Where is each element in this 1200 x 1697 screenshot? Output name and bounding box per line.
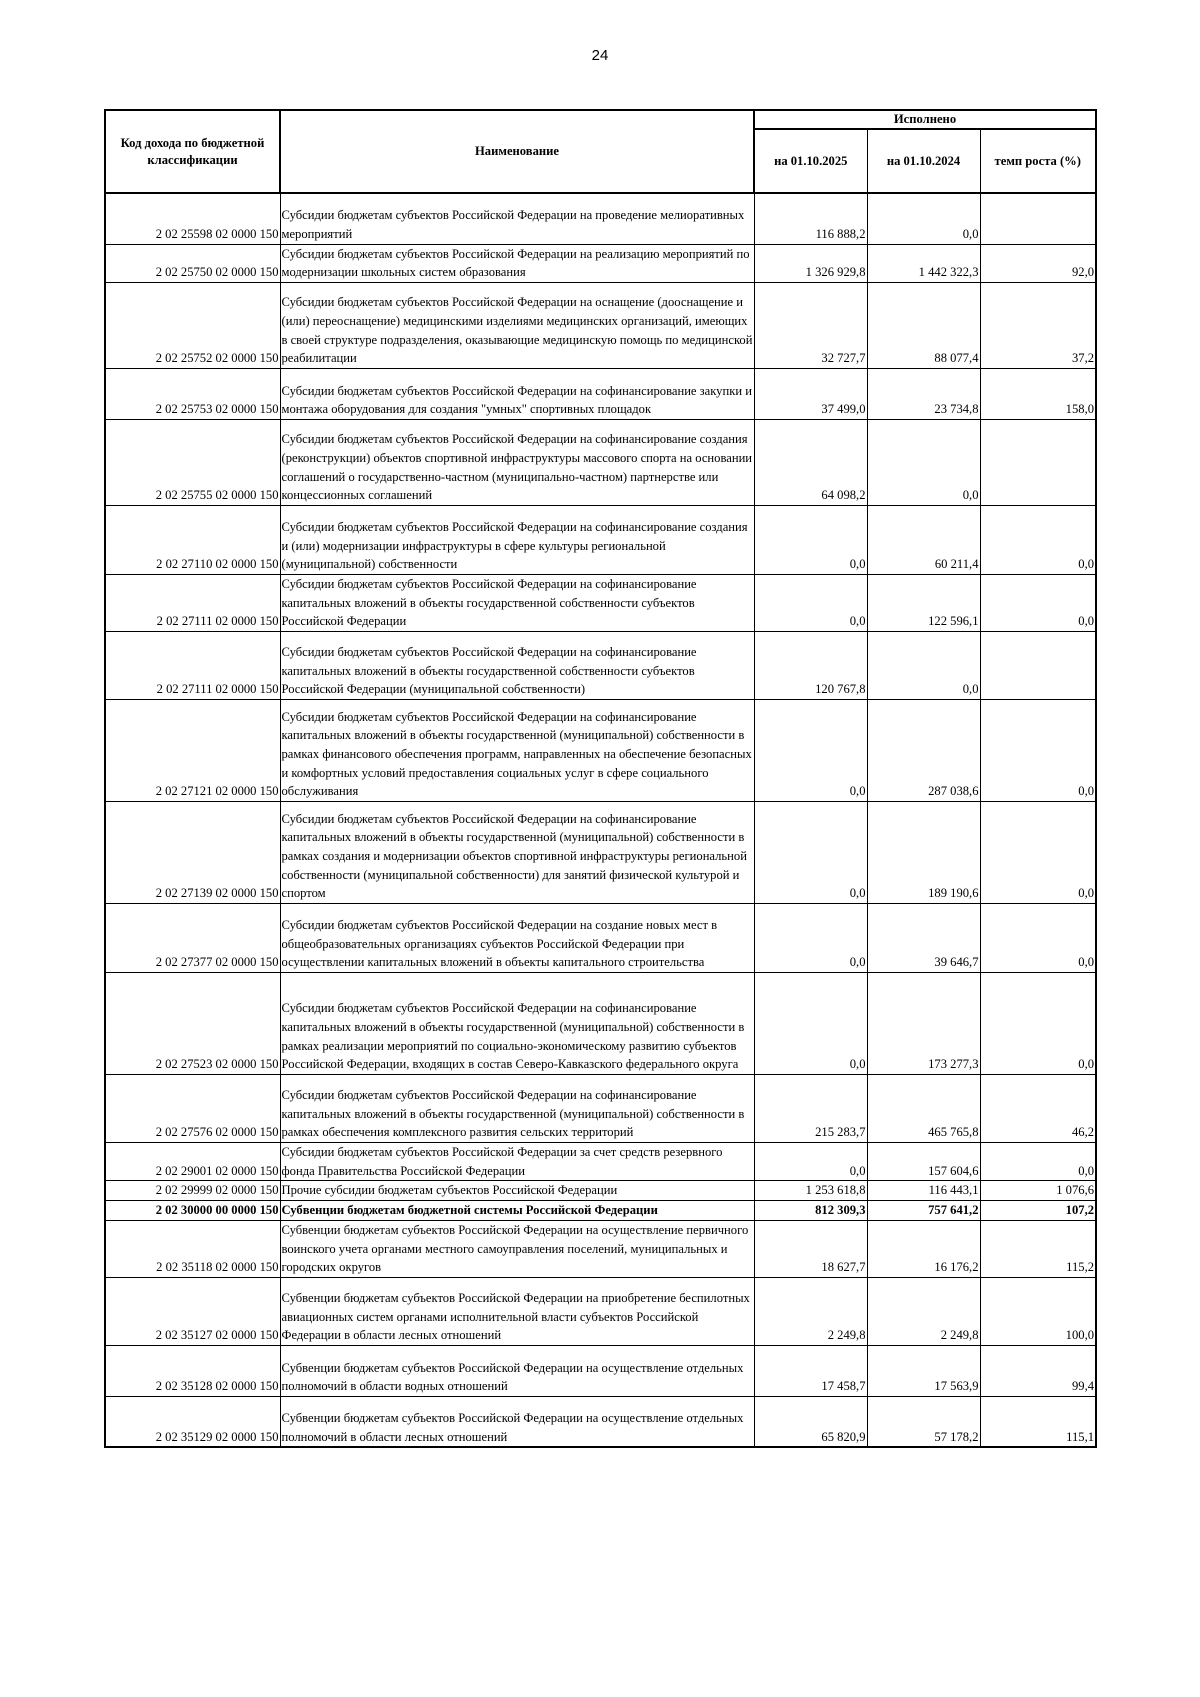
row-value-2025: 18 627,7	[754, 1220, 867, 1277]
table-row	[105, 1181, 1096, 1201]
header-growth: темп роста (%)	[980, 129, 1096, 193]
row-name: Субсидии бюджетам субъектов Российской Федерации на проведение мелиоративных мероприятий	[280, 193, 754, 244]
row-value-2024: 2 249,8	[867, 1277, 980, 1345]
row-value-2025: 32 727,7	[754, 282, 867, 368]
row-code: 2 02 27111 02 0000 150	[105, 574, 280, 631]
table-row	[105, 244, 1096, 282]
row-value-2025: 0,0	[754, 973, 867, 1075]
table-row	[105, 1277, 1096, 1345]
table-row	[105, 632, 1096, 700]
row-value-2024: 122 596,1	[867, 574, 980, 631]
row-growth: 0,0	[980, 802, 1096, 904]
table-row	[105, 193, 1096, 244]
row-name: Прочие субсидии бюджетам субъектов Российской Федерации	[280, 1181, 754, 1201]
row-value-2025: 812 309,3	[754, 1201, 867, 1221]
row-growth: 115,2	[980, 1220, 1096, 1277]
row-value-2025: 0,0	[754, 574, 867, 631]
row-value-2025: 0,0	[754, 1143, 867, 1181]
row-value-2024: 23 734,8	[867, 368, 980, 419]
row-name: Субвенции бюджетам субъектов Российской Федерации на осуществление отдельных полномочий в области лесных отношений	[280, 1396, 754, 1447]
row-value-2024: 16 176,2	[867, 1220, 980, 1277]
row-name: Субсидии бюджетам субъектов Российской Федерации на софинансирование создания (реконструкции) объектов спортивной инфраструктуры массового спорта на основании соглашений о государственно-частном (муниципально-частном) партнерстве или концессионных соглашений	[280, 419, 754, 505]
row-value-2024: 39 646,7	[867, 904, 980, 973]
table-row	[105, 282, 1096, 368]
row-value-2025: 116 888,2	[754, 193, 867, 244]
row-growth: 37,2	[980, 282, 1096, 368]
row-value-2024: 189 190,6	[867, 802, 980, 904]
row-code: 2 02 27139 02 0000 150	[105, 802, 280, 904]
page-number: 24	[591, 47, 609, 64]
row-code: 2 02 25753 02 0000 150	[105, 368, 280, 419]
row-code: 2 02 25755 02 0000 150	[105, 419, 280, 505]
row-value-2025: 0,0	[754, 904, 867, 973]
row-value-2024: 0,0	[867, 632, 980, 700]
row-code: 2 02 30000 00 0000 150	[105, 1201, 280, 1221]
row-growth: 0,0	[980, 904, 1096, 973]
row-growth	[980, 632, 1096, 700]
row-growth: 0,0	[980, 574, 1096, 631]
row-name: Субсидии бюджетам субъектов Российской Федерации на софинансирование создания и (или) модернизации инфраструктуры в сфере культуры региональной (муниципальной) собственности	[280, 505, 754, 574]
row-code: 2 02 25598 02 0000 150	[105, 193, 280, 244]
row-name: Субвенции бюджетам субъектов Российской Федерации на приобретение беспилотных авиационных систем органами исполнительной власти субъектов Российской Федерации в области лесных отношений	[280, 1277, 754, 1345]
row-growth: 100,0	[980, 1277, 1096, 1345]
row-name: Субсидии бюджетам субъектов Российской Федерации на реализацию мероприятий по модернизации школьных систем образования	[280, 244, 754, 282]
row-value-2025: 37 499,0	[754, 368, 867, 419]
row-value-2024: 17 563,9	[867, 1345, 980, 1396]
row-value-2025: 120 767,8	[754, 632, 867, 700]
row-growth: 0,0	[980, 973, 1096, 1075]
row-value-2024: 60 211,4	[867, 505, 980, 574]
row-value-2024: 465 765,8	[867, 1075, 980, 1143]
table-row	[105, 1201, 1096, 1221]
row-growth	[980, 193, 1096, 244]
row-value-2024: 157 604,6	[867, 1143, 980, 1181]
row-name: Субсидии бюджетам субъектов Российской Федерации на софинансирование капитальных вложений в объекты государственной собственности субъектов Российской Федерации	[280, 574, 754, 631]
row-name: Субсидии бюджетам субъектов Российской Федерации на софинансирование закупки и монтажа оборудования для создания "умных" спортивных площадок	[280, 368, 754, 419]
row-code: 2 02 27121 02 0000 150	[105, 700, 280, 802]
row-name: Субсидии бюджетам субъектов Российской Федерации на софинансирование капитальных вложений в объекты государственной собственности субъектов Российской Федерации (муниципальной собственности)	[280, 632, 754, 700]
row-growth: 0,0	[980, 700, 1096, 802]
row-value-2025: 64 098,2	[754, 419, 867, 505]
row-value-2025: 215 283,7	[754, 1075, 867, 1143]
header-2024: на 01.10.2024	[867, 129, 980, 193]
row-growth: 46,2	[980, 1075, 1096, 1143]
row-code: 2 02 29999 02 0000 150	[105, 1181, 280, 1201]
row-value-2024: 1 442 322,3	[867, 244, 980, 282]
row-code: 2 02 29001 02 0000 150	[105, 1143, 280, 1181]
row-value-2025: 17 458,7	[754, 1345, 867, 1396]
table-row	[105, 1075, 1096, 1143]
row-code: 2 02 27576 02 0000 150	[105, 1075, 280, 1143]
row-code: 2 02 27523 02 0000 150	[105, 973, 280, 1075]
row-value-2025: 1 253 618,8	[754, 1181, 867, 1201]
row-value-2024: 0,0	[867, 193, 980, 244]
row-name: Субсидии бюджетам субъектов Российской Федерации на софинансирование капитальных вложений в объекты государственной (муниципальной) собственности в рамках реализации мероприятий по социально-экономическому развитию субъектов Российской Федерации, входящих в состав Северо-Кавказского федерального округа	[280, 973, 754, 1075]
header-2025: на 01.10.2025	[754, 129, 867, 193]
table-row	[105, 904, 1096, 973]
row-code: 2 02 27110 02 0000 150	[105, 505, 280, 574]
row-growth: 107,2	[980, 1201, 1096, 1221]
row-value-2025: 2 249,8	[754, 1277, 867, 1345]
table-row	[105, 1143, 1096, 1181]
row-code: 2 02 35127 02 0000 150	[105, 1277, 280, 1345]
row-value-2025: 0,0	[754, 505, 867, 574]
row-name: Субсидии бюджетам субъектов Российской Федерации за счет средств резервного фонда Правительства Российской Федерации	[280, 1143, 754, 1181]
row-growth: 158,0	[980, 368, 1096, 419]
row-growth: 115,1	[980, 1396, 1096, 1447]
row-growth: 0,0	[980, 1143, 1096, 1181]
row-name: Субсидии бюджетам субъектов Российской Федерации на оснащение (дооснащение и (или) переоснащение) медицинскими изделиями медицинских организаций, имеющих в своей структуре подразделения, оказывающие медицинскую помощь по медицинской реабилитации	[280, 282, 754, 368]
row-value-2024: 287 038,6	[867, 700, 980, 802]
row-value-2024: 0,0	[867, 419, 980, 505]
row-code: 2 02 35128 02 0000 150	[105, 1345, 280, 1396]
row-value-2024: 173 277,3	[867, 973, 980, 1075]
row-growth: 0,0	[980, 505, 1096, 574]
revenue-table	[104, 109, 1097, 1448]
row-name: Субсидии бюджетам субъектов Российской Федерации на софинансирование капитальных вложений в объекты государственной (муниципальной) собственности в рамках создания и модернизации объектов спортивной инфраструктуры региональной собственности (муниципальной собственности) для занятий физической культурой и спортом	[280, 802, 754, 904]
row-code: 2 02 27377 02 0000 150	[105, 904, 280, 973]
row-code: 2 02 27111 02 0000 150	[105, 632, 280, 700]
row-value-2025: 0,0	[754, 802, 867, 904]
header-executed: Исполнено	[754, 110, 1096, 129]
table-row	[105, 973, 1096, 1075]
row-name: Субсидии бюджетам субъектов Российской Федерации на софинансирование капитальных вложений в объекты государственной (муниципальной) собственности в рамках финансового обеспечения программ, направленных на обеспечение безопасных и комфортных условий предоставления социальных услуг в сфере социального обслуживания	[280, 700, 754, 802]
row-value-2024: 88 077,4	[867, 282, 980, 368]
row-value-2025: 65 820,9	[754, 1396, 867, 1447]
row-growth: 99,4	[980, 1345, 1096, 1396]
row-name: Субсидии бюджетам субъектов Российской Федерации на софинансирование капитальных вложений в объекты государственной (муниципальной) собственности в рамках обеспечения комплексного развития сельских территорий	[280, 1075, 754, 1143]
row-value-2024: 116 443,1	[867, 1181, 980, 1201]
table-row	[105, 574, 1096, 631]
row-code: 2 02 35118 02 0000 150	[105, 1220, 280, 1277]
table-row	[105, 419, 1096, 505]
row-name: Субвенции бюджетам бюджетной системы Российской Федерации	[280, 1201, 754, 1221]
table-row	[105, 368, 1096, 419]
row-value-2025: 0,0	[754, 700, 867, 802]
row-growth: 1 076,6	[980, 1181, 1096, 1201]
table-row	[105, 505, 1096, 574]
header-code: Код дохода по бюджетной классификации	[105, 110, 280, 193]
header-name: Наименование	[280, 110, 754, 193]
row-code: 2 02 25752 02 0000 150	[105, 282, 280, 368]
table-header	[105, 110, 1096, 193]
row-name: Субвенции бюджетам субъектов Российской Федерации на осуществление отдельных полномочий в области водных отношений	[280, 1345, 754, 1396]
table-body	[105, 193, 1096, 1447]
row-code: 2 02 25750 02 0000 150	[105, 244, 280, 282]
row-code: 2 02 35129 02 0000 150	[105, 1396, 280, 1447]
row-value-2024: 757 641,2	[867, 1201, 980, 1221]
table-row	[105, 1220, 1096, 1277]
row-growth	[980, 419, 1096, 505]
table-row	[105, 1396, 1096, 1447]
row-growth: 92,0	[980, 244, 1096, 282]
row-value-2024: 57 178,2	[867, 1396, 980, 1447]
row-value-2025: 1 326 929,8	[754, 244, 867, 282]
table-row	[105, 1345, 1096, 1396]
row-name: Субсидии бюджетам субъектов Российской Федерации на создание новых мест в общеобразовательных организациях субъектов Российской Федерации при осуществлении капитальных вложений в объекты капитального строительства	[280, 904, 754, 973]
row-name: Субвенции бюджетам субъектов Российской Федерации на осуществление первичного воинского учета органами местного самоуправления поселений, муниципальных и городских округов	[280, 1220, 754, 1277]
table-row	[105, 700, 1096, 802]
table-row	[105, 802, 1096, 904]
